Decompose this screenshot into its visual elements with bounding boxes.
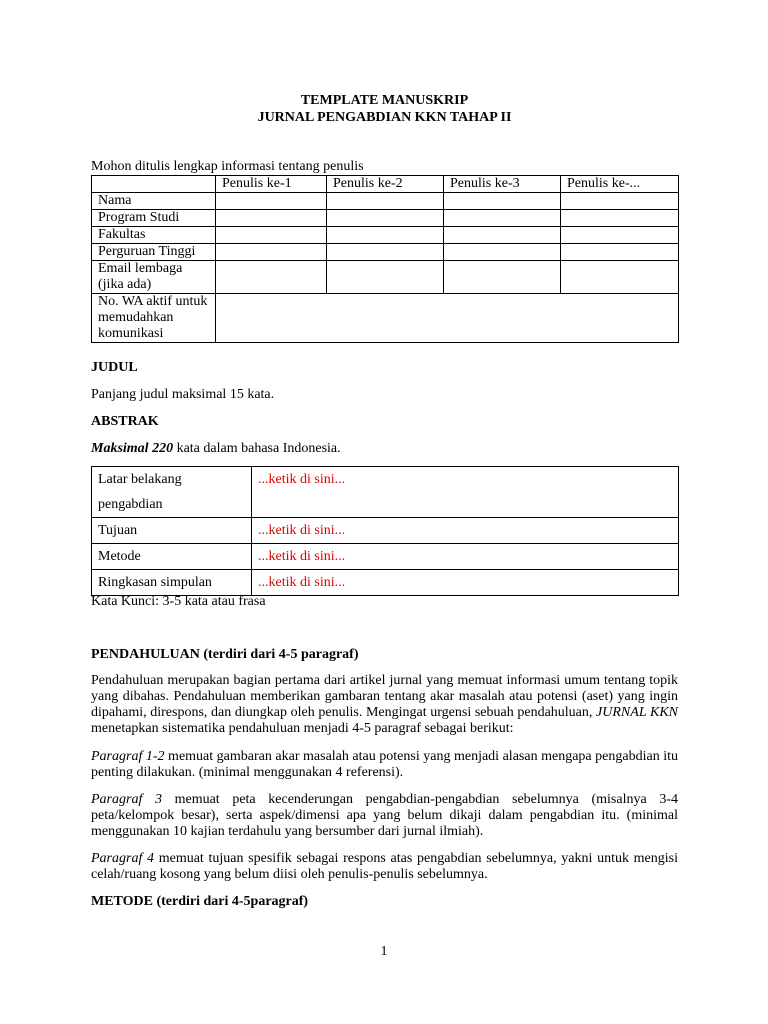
abstract-label-line: pengabdian <box>98 497 163 512</box>
authors-row-wa <box>92 294 679 343</box>
pendahuluan-heading: PENDAHULUAN (terdiri dari 4-5 paragraf) <box>91 647 359 662</box>
abstract-label: Ringkasan simpulan <box>92 570 252 596</box>
author-3-prodi-cell[interactable] <box>444 210 561 227</box>
abstract-row-ringkasan <box>92 570 679 596</box>
pendahuluan-intro <box>91 673 678 737</box>
paragraf-label: Paragraf 1-2 <box>91 749 165 764</box>
author-2-prodi-cell[interactable] <box>327 210 444 227</box>
abstract-label: Tujuan <box>92 518 252 544</box>
row-label-line: Email lembaga <box>98 261 183 276</box>
author-1-fakultas-cell[interactable] <box>216 227 327 244</box>
row-label: Fakultas <box>92 227 216 244</box>
judul-text: Panjang judul maksimal 15 kata. <box>91 387 275 402</box>
metode-heading: METODE (terdiri dari 4-5paragraf) <box>91 894 309 909</box>
row-label: Nama <box>92 193 216 210</box>
abstract-row-tujuan <box>92 518 679 544</box>
row-label <box>92 261 216 294</box>
author-3-email-cell[interactable] <box>444 261 561 294</box>
author-3-fakultas-cell[interactable] <box>444 227 561 244</box>
authors-header-cell: Penulis ke-1 <box>216 176 327 193</box>
paragraf-3-desc <box>91 792 678 840</box>
authors-header-cell: Penulis ke-2 <box>327 176 444 193</box>
abstrak-limit-text: kata dalam bahasa Indonesia. <box>173 441 341 456</box>
pendahuluan-intro-text: menetapkan sistematika pendahuluan menjadi 4-5 paragraf sebagai berikut: <box>91 721 514 736</box>
author-n-pt-cell[interactable] <box>561 244 679 261</box>
authors-row-email <box>92 261 679 294</box>
paragraf-4-desc <box>91 851 678 883</box>
abstract-table <box>91 466 679 596</box>
author-n-prodi-cell[interactable] <box>561 210 679 227</box>
page-number: 1 <box>380 944 388 959</box>
abstract-label <box>92 467 252 518</box>
author-3-pt-cell[interactable] <box>444 244 561 261</box>
author-1-nama-cell[interactable] <box>216 193 327 210</box>
author-2-email-cell[interactable] <box>327 261 444 294</box>
abstract-metode-field[interactable]: ...ketik di sini... <box>252 544 679 570</box>
paragraf-label: Paragraf 3 <box>91 792 162 807</box>
abstrak-limit <box>91 441 341 457</box>
abstract-row-latar <box>92 467 679 518</box>
abstract-ringkasan-field[interactable]: ...ketik di sini... <box>252 570 679 596</box>
document-title-line2: JURNAL PENGABDIAN KKN TAHAP II <box>257 110 512 125</box>
author-2-nama-cell[interactable] <box>327 193 444 210</box>
row-label-line: (jika ada) <box>98 277 152 292</box>
keywords-line: Kata Kunci: 3-5 kata atau frasa <box>91 594 266 609</box>
abstract-row-metode <box>92 544 679 570</box>
authors-table <box>91 175 679 343</box>
abstract-tujuan-field[interactable]: ...ketik di sini... <box>252 518 679 544</box>
author-1-prodi-cell[interactable] <box>216 210 327 227</box>
row-label: Program Studi <box>92 210 216 227</box>
pendahuluan-intro-text: Pendahuluan merupakan bagian pertama dari artikel jurnal yang memuat informasi umum tentang topik yang dibahas. Pendahuluan memberikan gambaran tentang akar masalah atau potensi (aset) yang ingin dipahami, direspons, dan diungkap oleh penulis. Mengingat urgensi sebuah pendahuluan, <box>91 673 678 720</box>
authors-header-cell: Penulis ke-... <box>561 176 679 193</box>
author-2-pt-cell[interactable] <box>327 244 444 261</box>
authors-row-prodi <box>92 210 679 227</box>
row-label-line: No. WA aktif untuk <box>98 294 208 309</box>
abstract-latar-field[interactable]: ...ketik di sini... <box>252 467 679 518</box>
paragraf-1-2-desc <box>91 749 678 781</box>
paragraf-text: memuat peta kecenderungan pengabdian-pengabdian sebelumnya (misalnya 3-4 peta/kelompok besar), serta aspek/dimensi apa yang belum dikaji dalam pengabdian itu. (minimal menggunakan 10 kajian terdahulu yang bersumber dari jurnal ilmiah). <box>91 792 678 839</box>
authors-intro: Mohon ditulis lengkap informasi tentang penulis <box>91 159 364 174</box>
author-1-pt-cell[interactable] <box>216 244 327 261</box>
author-1-email-cell[interactable] <box>216 261 327 294</box>
row-label-line: komunikasi <box>98 326 164 341</box>
row-label-line: memudahkan <box>98 310 174 325</box>
wa-number-cell[interactable] <box>216 294 679 343</box>
authors-row-nama <box>92 193 679 210</box>
row-label <box>92 294 216 343</box>
authors-header-cell: Penulis ke-3 <box>444 176 561 193</box>
row-label: Perguruan Tinggi <box>92 244 216 261</box>
paragraf-text: memuat gambaran akar masalah atau potensi yang menjadi alasan mengapa pengabdian itu penting dilakukan. (minimal menggunakan 4 referensi). <box>91 749 679 780</box>
abstract-label-line: Latar belakang <box>98 472 182 487</box>
judul-heading: JUDUL <box>91 360 138 375</box>
authors-row-pt <box>92 244 679 261</box>
abstrak-limit-emphasis: Maksimal 220 <box>91 441 174 456</box>
author-n-nama-cell[interactable] <box>561 193 679 210</box>
authors-header-row <box>92 176 679 193</box>
paragraf-text: memuat tujuan spesifik sebagai respons atas pengabdian sebelumnya, yakni untuk mengisi celah/ruang kosong yang belum diisi oleh penulis-penulis sebelumnya. <box>91 851 678 882</box>
author-2-fakultas-cell[interactable] <box>327 227 444 244</box>
author-n-email-cell[interactable] <box>561 261 679 294</box>
author-3-nama-cell[interactable] <box>444 193 561 210</box>
authors-header-cell <box>92 176 216 193</box>
author-n-fakultas-cell[interactable] <box>561 227 679 244</box>
abstrak-heading: ABSTRAK <box>91 414 159 429</box>
jurnal-kkn-emphasis: JURNAL KKN <box>596 705 678 720</box>
authors-row-fakultas <box>92 227 679 244</box>
paragraf-label: Paragraf 4 <box>91 851 155 866</box>
document-title-line1: TEMPLATE MANUSKRIP <box>300 93 469 108</box>
abstract-label: Metode <box>92 544 252 570</box>
